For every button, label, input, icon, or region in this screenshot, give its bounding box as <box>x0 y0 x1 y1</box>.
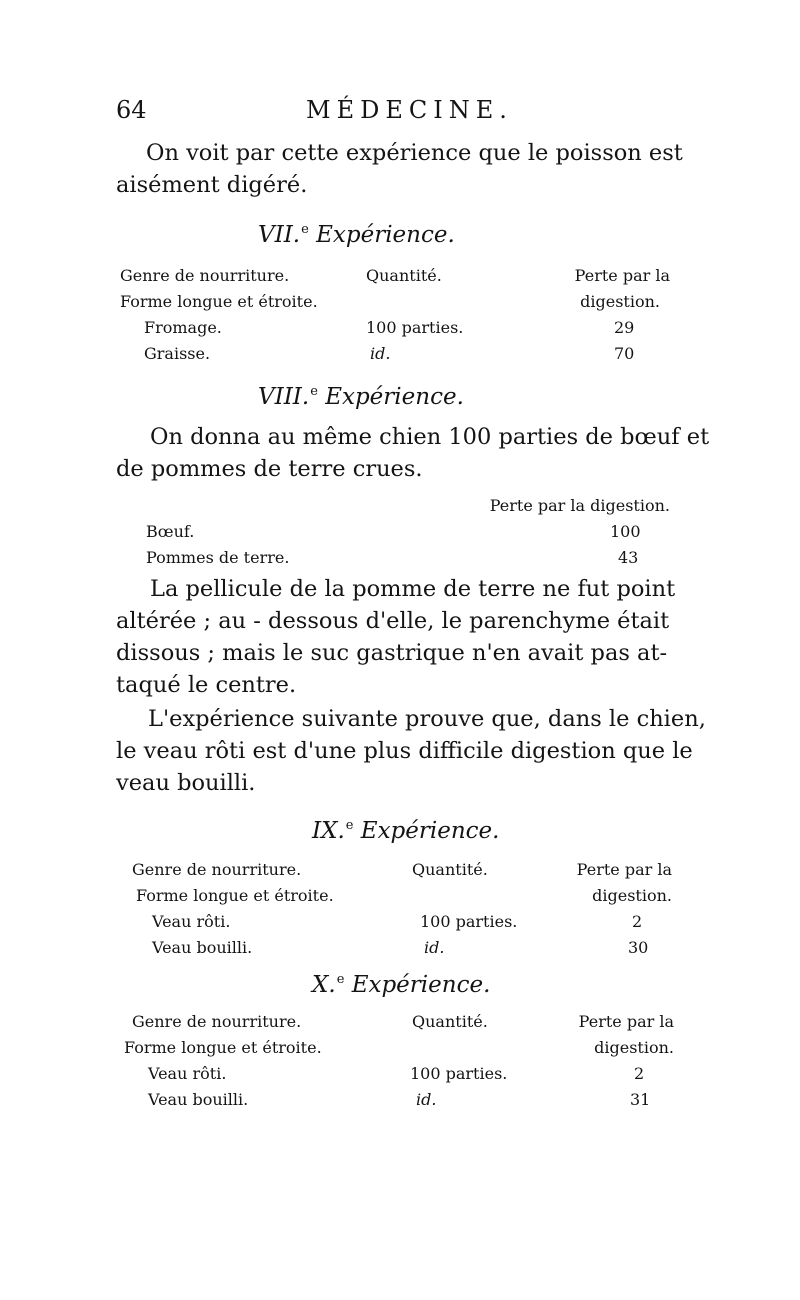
exp7-row2-loss: 70 <box>614 344 635 363</box>
exp7-col-qty: Quantité. <box>366 266 442 285</box>
exp10-row2-qty: id. <box>416 1090 437 1109</box>
exp8-number: VIII. <box>258 384 310 410</box>
exp7-number: VII. <box>258 222 301 248</box>
exp9-row2-name: Veau bouilli. <box>152 938 253 957</box>
exp10-col-genre: Genre de nourriture. <box>132 1012 302 1031</box>
exp7-row-forme: Forme longue et étroite. <box>120 292 318 311</box>
exp7-row1-name: Fromage. <box>144 318 222 337</box>
exp9-col-genre: Genre de nourriture. <box>132 860 302 879</box>
exp8-para2-line1: La pellicule de la pomme de terre ne fut point <box>150 576 676 602</box>
exp8-para3-line3: veau bouilli. <box>116 770 256 796</box>
exp7-col-genre: Genre de nourriture. <box>120 266 290 285</box>
exp9-col-loss2: digestion. <box>592 886 672 905</box>
exp10-col-qty: Quantité. <box>412 1012 488 1031</box>
exp10-col-loss2: digestion. <box>594 1038 674 1057</box>
exp10-number: X. <box>312 972 336 998</box>
exp8-sup: e <box>310 384 318 400</box>
exp7-col-loss: Perte par la <box>574 266 670 285</box>
exp9-row-forme: Forme longue et étroite. <box>136 886 334 905</box>
exp7-row1-qty: 100 parties. <box>366 318 464 337</box>
exp9-number: IX. <box>312 818 345 844</box>
exp9-col-qty: Quantité. <box>412 860 488 879</box>
running-title: MÉDECINE. <box>306 96 513 124</box>
exp10-sup: e <box>336 972 345 988</box>
exp8-para2-line2: altérée ; au - dessous d'elle, le parenchyme était <box>116 608 670 634</box>
exp7-col-loss2: digestion. <box>580 292 660 311</box>
exp8-para3-line2: le veau rôti est d'une plus difficile digestion que le <box>116 738 693 764</box>
exp8-row1-loss: 100 <box>610 522 641 541</box>
exp10-row2-name: Veau bouilli. <box>148 1090 249 1109</box>
exp10-word: Expérience. <box>351 972 491 998</box>
exp9-row2-loss: 30 <box>628 938 649 957</box>
exp10-row2-loss: 31 <box>630 1090 651 1109</box>
exp9-heading <box>312 818 499 844</box>
exp8-para-line2: de pommes de terre crues. <box>116 456 423 482</box>
exp10-row1-qty: 100 parties. <box>410 1064 508 1083</box>
exp8-para-line1: On donna au même chien 100 parties de bœuf et <box>150 424 710 450</box>
exp10-row1-loss: 2 <box>634 1064 645 1083</box>
exp10-row1-name: Veau rôti. <box>148 1064 227 1083</box>
exp7-row1-loss: 29 <box>614 318 635 337</box>
exp9-row1-name: Veau rôti. <box>152 912 231 931</box>
exp8-row1-name: Bœuf. <box>146 522 195 541</box>
exp9-sup: e <box>345 818 354 834</box>
exp8-heading <box>258 384 464 410</box>
exp10-col-loss: Perte par la <box>578 1012 674 1031</box>
exp7-word: Expérience. <box>316 222 455 248</box>
exp8-para2-line3: dissous ; mais le suc gastrique n'en avait pas at- <box>116 640 668 666</box>
exp8-para3-line1: L'expérience suivante prouve que, dans le chien, <box>148 706 706 732</box>
exp8-word: Expérience. <box>325 384 464 410</box>
exp7-row2-name: Graisse. <box>144 344 211 363</box>
exp7-sup: e <box>301 222 309 238</box>
para1-line2: aisément digéré. <box>116 172 308 198</box>
exp9-row1-qty: 100 parties. <box>420 912 518 931</box>
exp9-row2-qty: id. <box>424 938 445 957</box>
exp9-col-loss: Perte par la <box>576 860 672 879</box>
exp9-word: Expérience. <box>360 818 500 844</box>
page-number: 64 <box>116 96 147 124</box>
exp9-row1-loss: 2 <box>632 912 643 931</box>
exp10-row-forme: Forme longue et étroite. <box>124 1038 322 1057</box>
exp8-row2-loss: 43 <box>618 548 639 567</box>
exp10-heading <box>312 972 490 998</box>
exp8-row2-name: Pommes de terre. <box>146 548 290 567</box>
exp8-col-loss: Perte par la digestion. <box>489 496 670 515</box>
exp7-heading <box>258 222 455 248</box>
exp8-para2-line4: taqué le centre. <box>116 672 297 698</box>
para1-line1: On voit par cette expérience que le poisson est <box>146 140 683 166</box>
exp7-row2-qty: id. <box>370 344 391 363</box>
